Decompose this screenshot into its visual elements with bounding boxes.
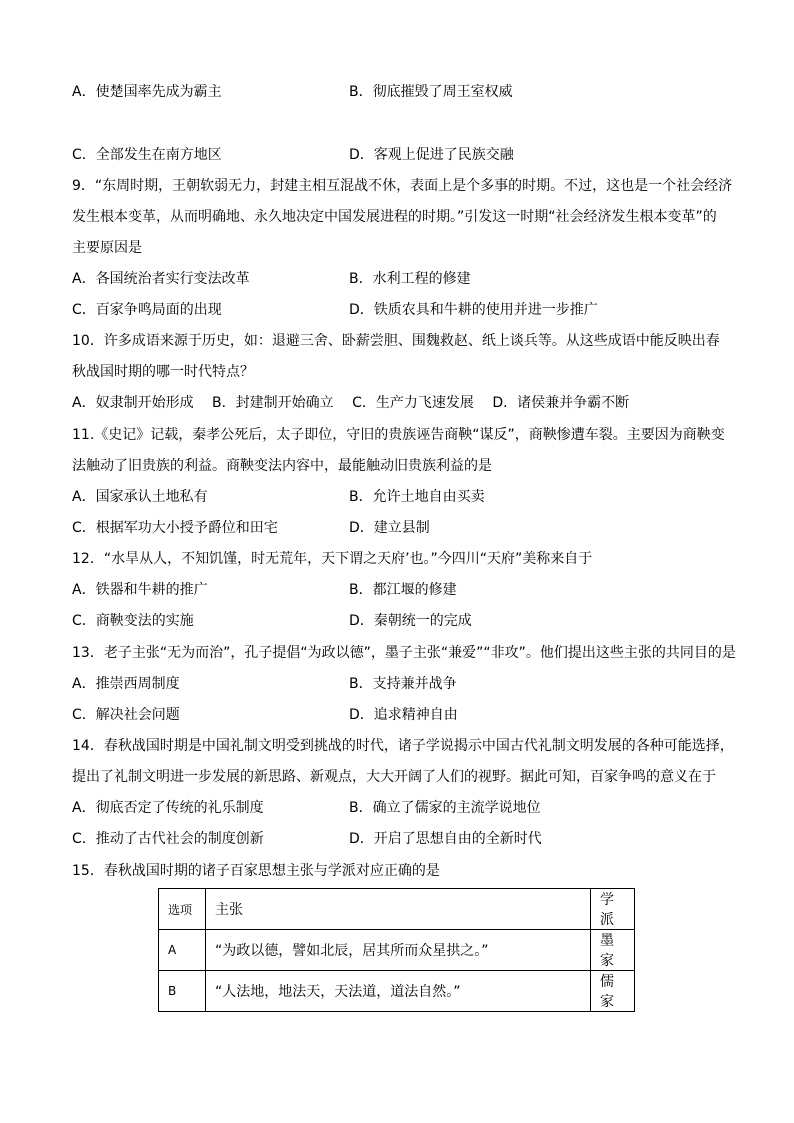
q13-option-c: C．解决社会问题 — [72, 707, 180, 723]
q9-option-c: C．百家争鸣局面的出现 — [72, 302, 222, 318]
table-header-claim: 主张 — [206, 889, 591, 930]
q9-stem-line-3: 主要原因是 — [72, 240, 142, 256]
q11-option-c: C．根据军功大小授予爵位和田宅 — [72, 520, 278, 536]
q9-option-b: B．水利工程的修建 — [349, 271, 471, 287]
table-cell-school: 儒家 — [591, 971, 635, 1012]
q14-option-c: C．推动了古代社会的制度创新 — [72, 831, 264, 847]
q13-stem-line-1: 13．老子主张“无为而治”，孔子提倡“为政以德”，墨子主张“兼爱”“非攻”。他们提出这些主张的共同目的是 — [72, 645, 736, 661]
q10-option-a: A．奴隶制开始形成 — [72, 395, 194, 411]
q14-option-d: D．开启了思想自由的全新时代 — [349, 831, 542, 847]
q13-option-a: A．推崇西周制度 — [72, 676, 180, 692]
table-header-option: 选项 — [159, 889, 206, 930]
q14-stem-line-1: 14．春秋战国时期是中国礼制文明受到挑战的时代，诸子学说揭示中国古代礼制文明发展的各种可能选择， — [72, 738, 734, 754]
q15-table — [158, 888, 635, 1012]
q13-option-b: B．支持兼并战争 — [349, 676, 457, 692]
q10-options-row — [72, 394, 643, 412]
q9-option-a: A．各国统治者实行变法改革 — [72, 271, 250, 287]
q14-stem-line-2: 提出了礼制文明进一步发展的新思路、新观点，大大开阔了人们的视野。据此可知，百家争鸣的意义在于 — [72, 769, 716, 785]
q9-stem-line-1: 9．“东周时期，王朝软弱无力，封建主相互混战不休，表面上是个多事的时期。不过，这也是一个社会经济 — [72, 178, 733, 194]
q14-option-b: B．确立了儒家的主流学说地位 — [349, 800, 541, 816]
q11-stem-line-2: 法触动了旧贵族的利益。商鞅变法内容中，最能触动旧贵族利益的是 — [72, 458, 492, 474]
q13-option-d: D．追求精神自由 — [349, 707, 458, 723]
table-row — [159, 971, 635, 1012]
table-header-row — [159, 889, 635, 930]
q11-option-d: D．建立县制 — [349, 520, 430, 536]
table-header-school: 学派 — [591, 889, 635, 930]
table-row — [159, 930, 635, 971]
table-cell-school: 墨家 — [591, 930, 635, 971]
table-cell-claim: “人法地，地法天，天法道，道法自然。” — [206, 971, 591, 1012]
table-cell-claim: “为政以德，譬如北辰，居其所而众星拱之。” — [206, 930, 591, 971]
q12-option-d: D．秦朝统一的完成 — [349, 613, 472, 629]
q12-stem-line-1: 12．“水旱从人，不知饥馑，时无荒年，天下谓之天府’也。”今四川“天府”美称来自于 — [72, 551, 593, 567]
q12-option-a: A．铁器和牛耕的推广 — [72, 582, 208, 598]
q12-option-b: B．都江堰的修建 — [349, 582, 457, 598]
q11-option-b: B．允许土地自由买卖 — [349, 489, 485, 505]
q11-stem-line-1: 11.《史记》记载，秦孝公死后，太子即位，守旧的贵族诬告商鞅“谋反”，商鞅惨遭车裂。主要因为商鞅变 — [72, 427, 725, 443]
q10-option-d: D．诸侯兼并争霸不断 — [492, 395, 630, 411]
q8-option-a: A．使楚国率先成为霸主 — [72, 84, 222, 100]
q11-option-a: A．国家承认土地私有 — [72, 489, 208, 505]
q10-option-c: C．生产力飞速发展 — [352, 395, 474, 411]
q9-option-d: D．铁质农具和牛耕的使用并进一步推广 — [349, 302, 598, 318]
q8-option-d: D．客观上促进了民族交融 — [349, 147, 514, 163]
q12-option-c: C．商鞅变法的实施 — [72, 613, 194, 629]
q15-stem: 15．春秋战国时期的诸子百家思想主张与学派对应正确的是 — [72, 863, 440, 879]
q14-option-a: A．彻底否定了传统的礼乐制度 — [72, 800, 264, 816]
q8-option-c: C．全部发生在南方地区 — [72, 147, 222, 163]
q10-stem-line-2: 秋战国时期的哪一时代特点？ — [72, 364, 254, 380]
table-cell-option: A — [159, 930, 206, 971]
q10-stem-line-1: 10．许多成语来源于历史，如：退避三舍、卧薪尝胆、围魏救赵、纸上谈兵等。从这些成语中能反映出春 — [72, 333, 720, 349]
table-cell-option: B — [159, 971, 206, 1012]
q9-stem-line-2: 发生根本变革，从而明确地、永久地决定中国发展进程的时期。”引发这一时期“社会经济发生根本变革”的 — [72, 209, 717, 225]
q10-option-b: B．封建制开始确立 — [212, 395, 334, 411]
q8-option-b: B．彻底摧毁了周王室权威 — [349, 84, 513, 100]
